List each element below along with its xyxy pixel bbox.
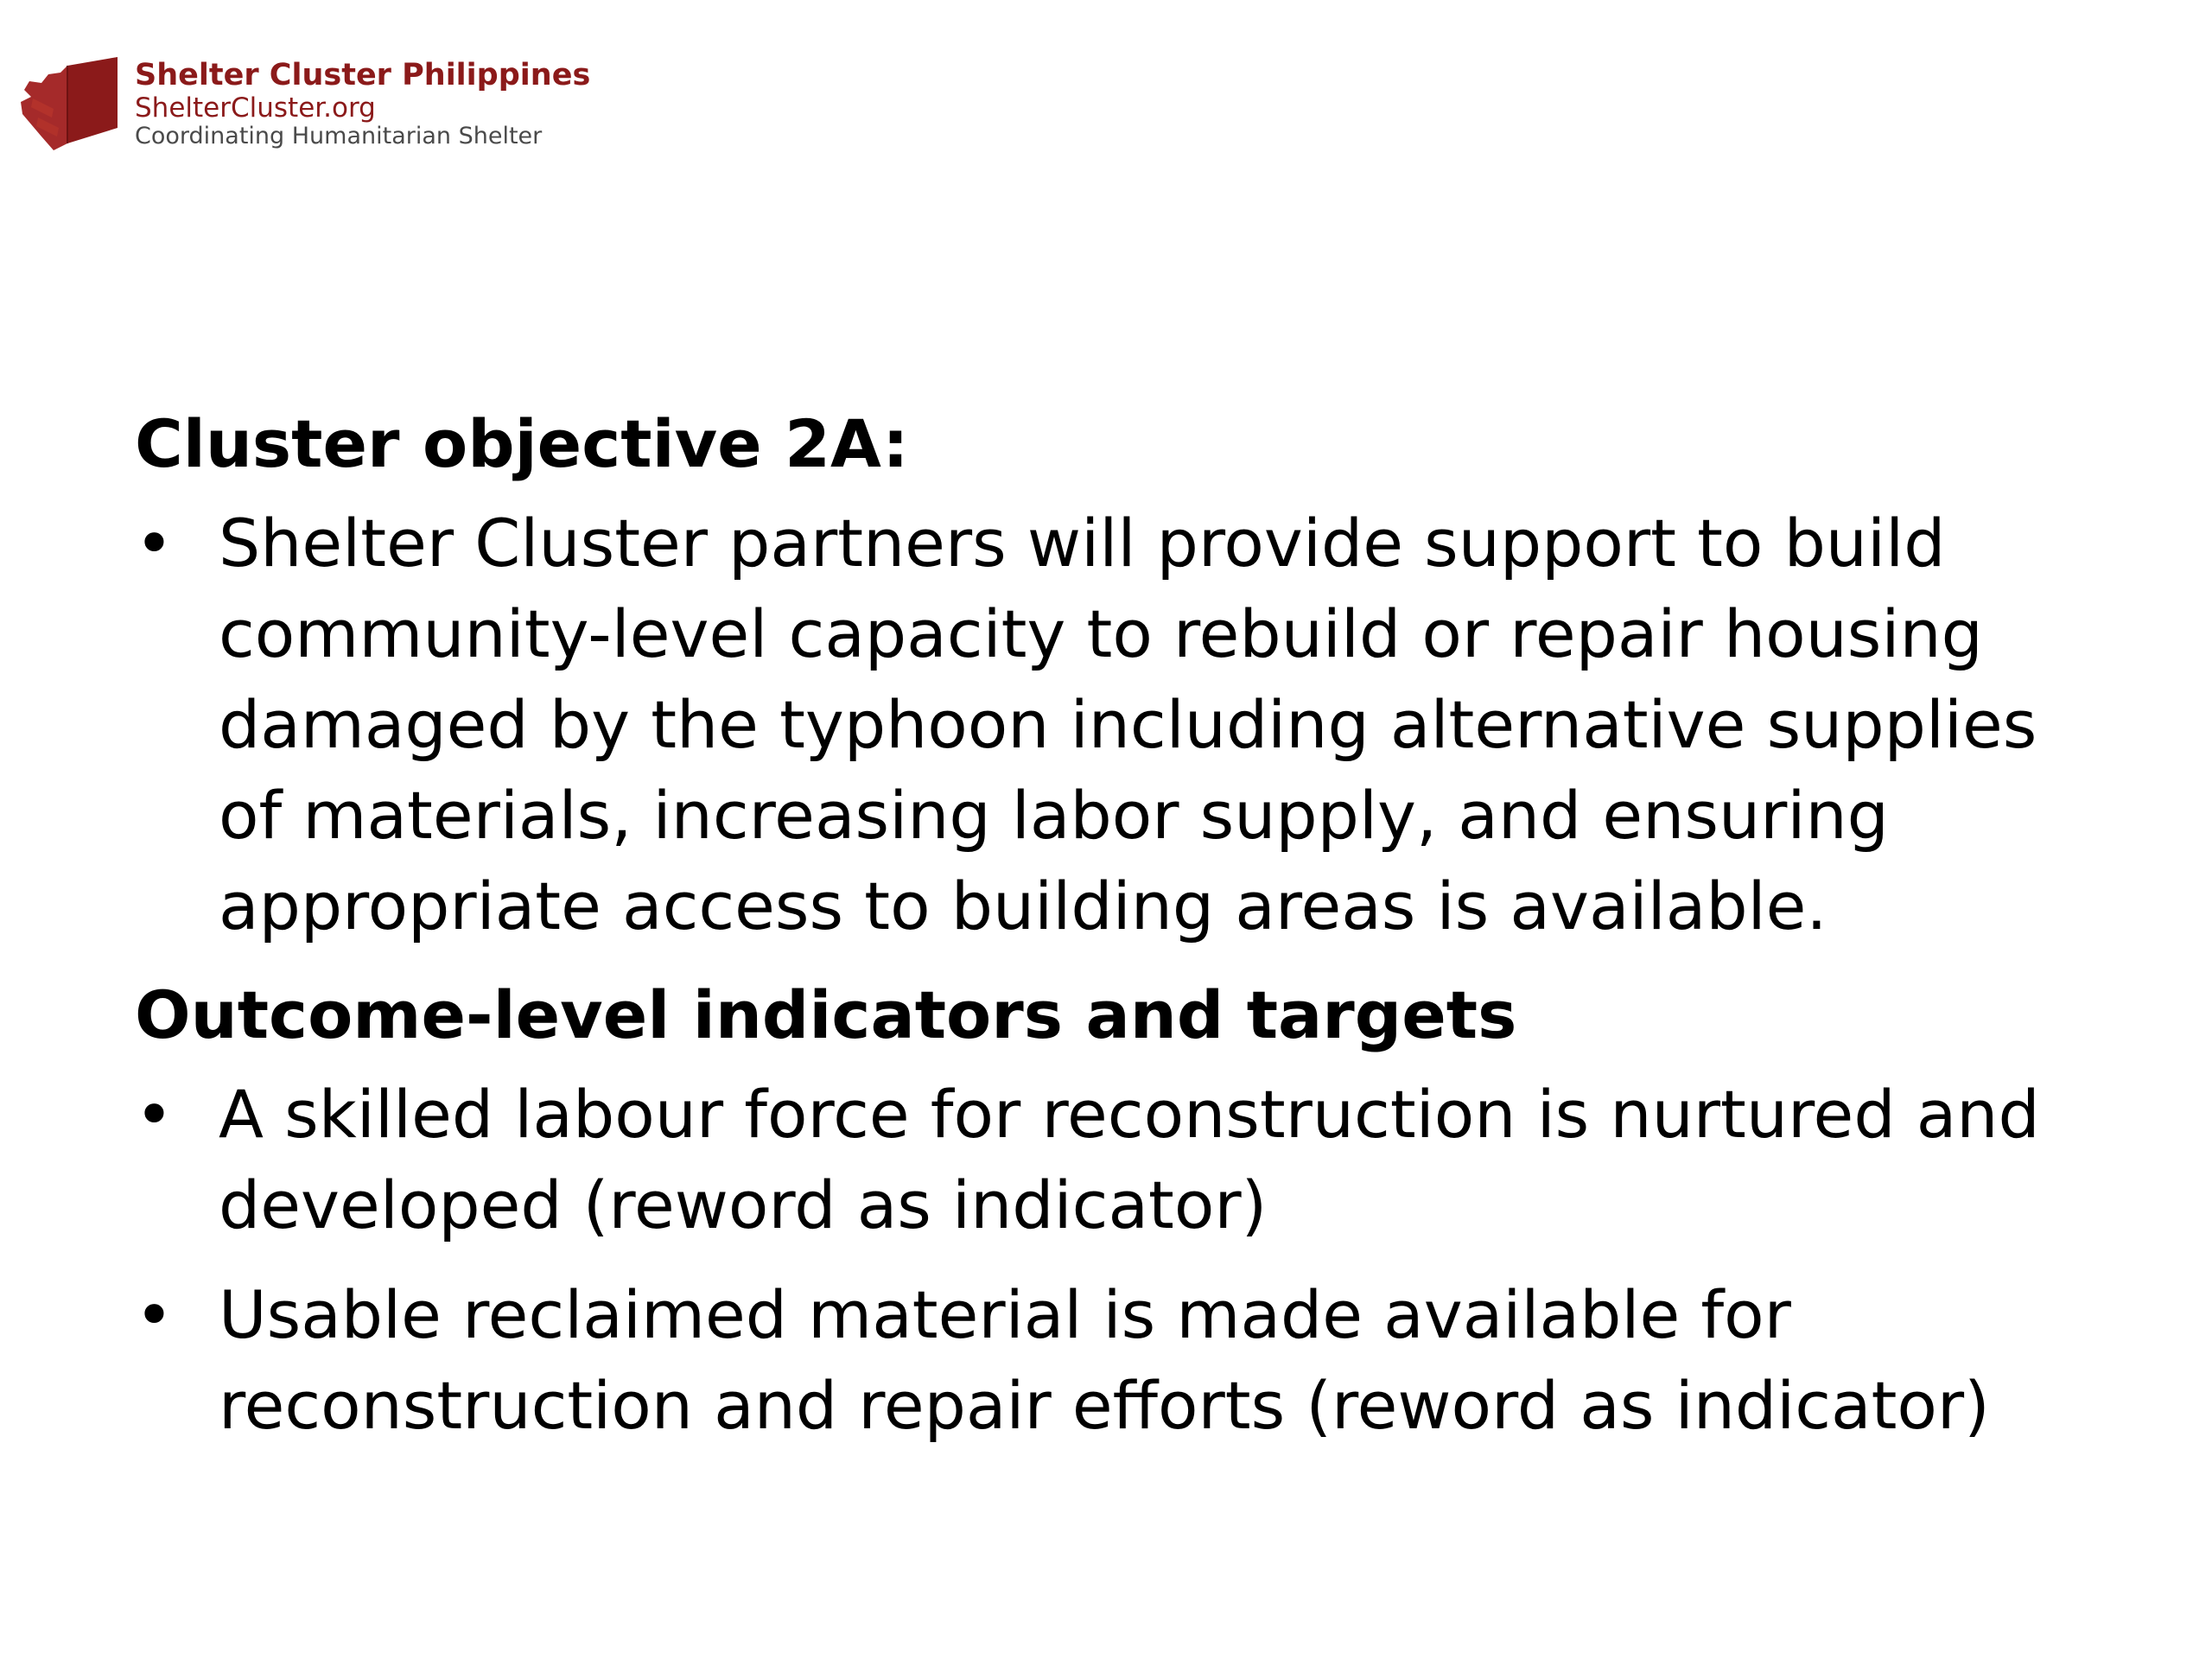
hands-house-icon bbox=[16, 57, 124, 156]
bullet-line: Usable reclaimed material is made available for bbox=[219, 1276, 1791, 1353]
org-tagline: Coordinating Humanitarian Shelter bbox=[135, 123, 543, 149]
indicators-heading: Outcome-level indicators and targets bbox=[135, 976, 1517, 1053]
bullet-line: damaged by the typhoon including alternative supplies bbox=[219, 686, 2037, 763]
logo-text bbox=[135, 57, 636, 150]
bullet-line: appropriate access to building areas is available. bbox=[219, 868, 1827, 944]
shelter-cluster-logo bbox=[16, 57, 638, 161]
indicators-section bbox=[135, 970, 2139, 1451]
slide-body bbox=[135, 399, 2139, 1470]
objective-bullet-1 bbox=[135, 498, 2139, 951]
bullet-line: of materials, increasing labor supply, and ensuring bbox=[219, 777, 1889, 854]
bullet-dot: • bbox=[135, 1076, 174, 1153]
org-site: ShelterCluster.org bbox=[135, 92, 376, 124]
bullet-line: community-level capacity to rebuild or repair housing bbox=[219, 595, 1983, 672]
bullet-line: A skilled labour force for reconstruction is nurtured and bbox=[219, 1076, 2040, 1153]
objective-heading: Cluster objective 2A: bbox=[135, 405, 909, 482]
bullet-line: reconstruction and repair efforts (reword as indicator) bbox=[219, 1367, 1990, 1444]
bullet-line: Shelter Cluster partners will provide support to build bbox=[219, 505, 1946, 582]
objective-section bbox=[135, 399, 2139, 951]
indicator-bullet-1 bbox=[135, 1069, 2139, 1250]
objective-bullet-list bbox=[135, 498, 2139, 951]
indicators-bullet-list bbox=[135, 1069, 2139, 1451]
indicator-bullet-2 bbox=[135, 1269, 2139, 1451]
bullet-dot: • bbox=[135, 1276, 174, 1353]
bullet-line: developed (reword as indicator) bbox=[219, 1166, 1268, 1243]
bullet-dot: • bbox=[135, 505, 174, 582]
org-name: Shelter Cluster Philippines bbox=[135, 58, 591, 92]
